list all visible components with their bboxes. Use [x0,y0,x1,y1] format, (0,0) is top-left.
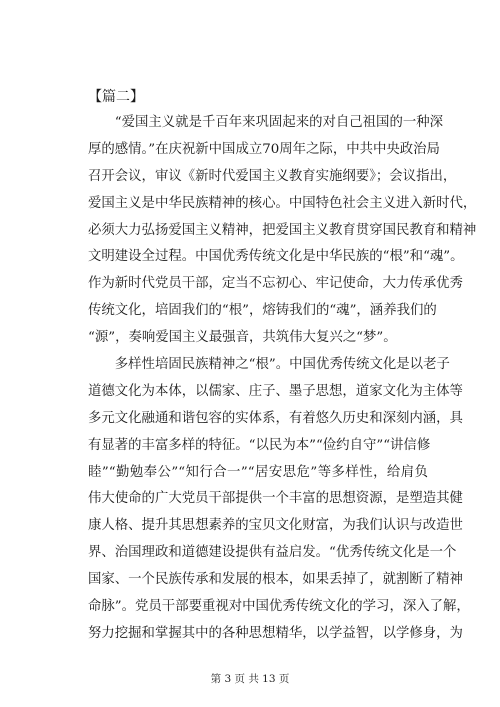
paragraph-line: 文明建设全过程。中国优秀传统文化是中华民族的“根”和“魂”。 [88,249,464,265]
paragraph-line: “爱国主义就是千百年来巩固起来的对自己祖国的一种深 [88,115,443,130]
paragraph-line: 康人格、提升其思想素养的宝贝文化财富，为我们认识与改造世 [88,518,463,534]
paragraph-line: 必须大力弘扬爱国主义精神，把爱国主义教育贯穿国民教育和精神 [88,222,477,238]
paragraph-line: 睦”“勤勉奉公”“知行合一”“居安思危”等多样性，给肩负 [88,464,428,480]
paragraph-line: 有显著的丰富多样的特征。“以民为本”“俭约自守”“讲信修 [88,437,431,453]
paragraph-line: 召开会议，审议《新时代爱国主义教育实施纲要》；会议指出， [88,168,457,184]
paragraph-line: 努力挖掘和掌握其中的各种思想精华，以学益智，以学修身，为 [88,625,463,641]
paragraph-line: 作为新时代党员干部，定当不忘初心、牢记使命，大力传承优秀 [88,276,463,292]
paragraph-line: 传统文化，培固我们的“根”，熔铸我们的“魂”，涵养我们的 [88,303,437,319]
paragraph-line: 道德文化为本体，以儒家、庄子、墨子思想，道家文化为主体等 [88,383,463,399]
paragraph-line: 国家、一个民族传承和发展的根本，如果丢掉了，就割断了精神 [88,572,463,588]
paragraph-line: 爱国主义是中华民族精神的核心。中国特色社会主义进入新时代， [88,195,477,211]
paragraph-line: 界、治国理政和道德建设提供有益启发。“优秀传统文化是一个 [88,545,457,561]
page-footer: 第 3 页 共 13 页 [210,673,290,685]
paragraph-line: 多元文化融通和谐包容的实体系，有着悠久历史和深刻内涵，具 [88,410,463,426]
paragraph-line: 多样性培固民族精神之“根”。中国优秀传统文化是以老子 [88,357,450,373]
document-body [88,84,477,648]
paragraph-line: 厚的感情。”在庆祝新中国成立70周年之际，中共中央政治局 [88,141,440,157]
paragraph-line: 伟大使命的广大党员干部提供一个丰富的思想资源，是塑造其健 [88,491,463,507]
section-heading: 【篇二】 [88,89,144,105]
paragraph-line: “源”，奏响爱国主义最强音，共筑伟大复兴之“梦”。 [88,330,397,346]
paragraph-line: 命脉”。党员干部要重视对中国优秀传统文化的学习，深入了解， [88,599,470,615]
